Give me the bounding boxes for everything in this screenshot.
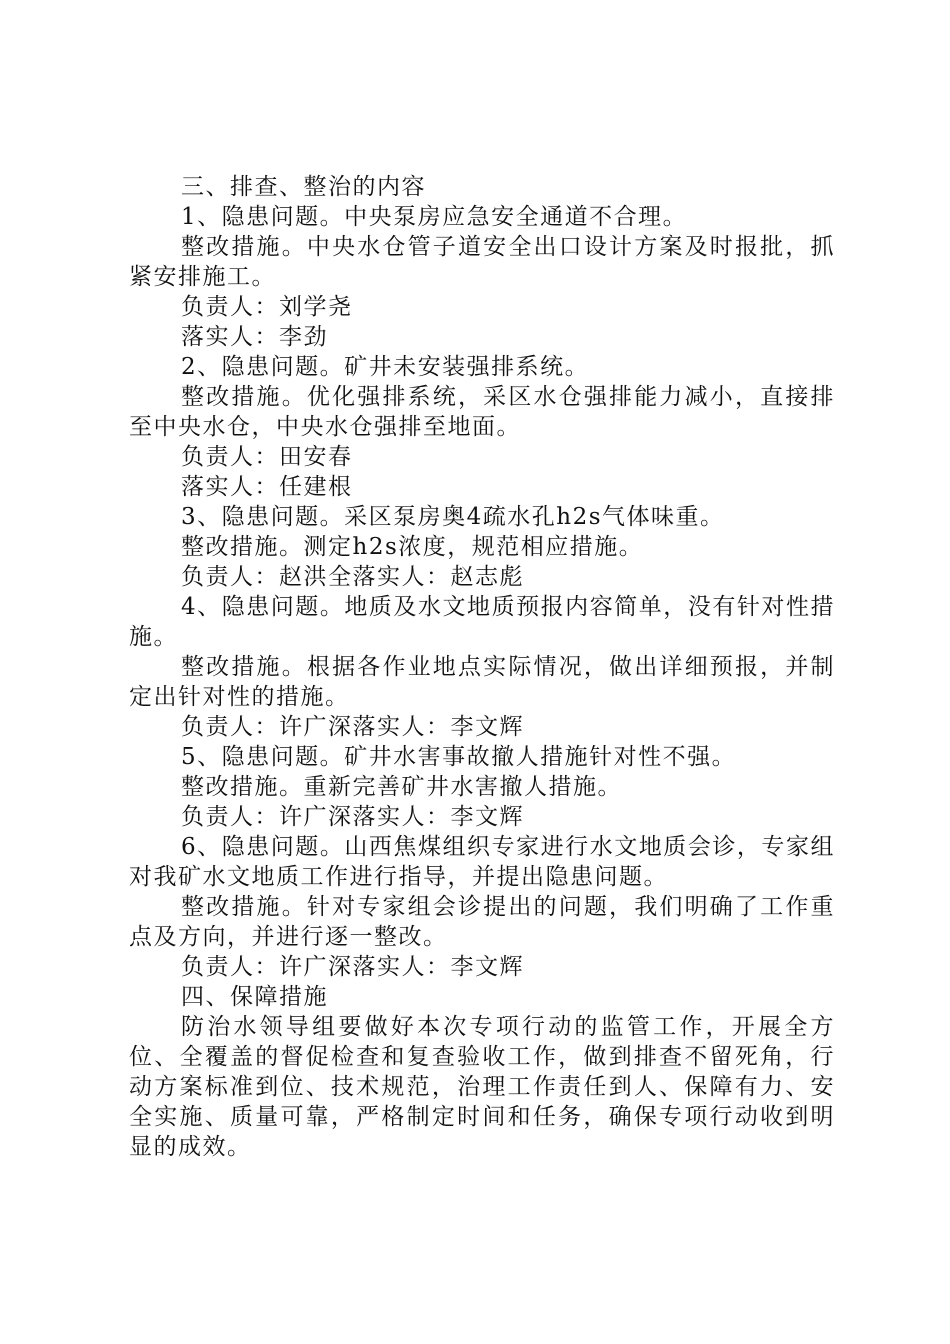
document-body bbox=[129, 172, 835, 1162]
measure-4: 整改措施。根据各作业地点实际情况，做出详细预报，并制定出针对性的措施。 bbox=[129, 654, 835, 710]
issue-1: 1、隐患问题。中央泵房应急安全通道不合理。 bbox=[181, 204, 688, 230]
responsible-4: 负责人：许广深落实人：李文辉 bbox=[181, 714, 524, 740]
measure-6: 整改措施。针对专家组会诊提出的问题，我们明确了工作重点及方向，并进行逐一整改。 bbox=[129, 894, 835, 950]
measure-2: 整改措施。优化强排系统，采区水仓强排能力减小，直接排至中央水仓，中央水仓强排至地面。 bbox=[129, 384, 835, 440]
issue-2: 2、隐患问题。矿井未安装强排系统。 bbox=[181, 354, 590, 380]
measure-1: 整改措施。中央水仓管子道安全出口设计方案及时报批，抓紧安排施工。 bbox=[129, 234, 835, 290]
measure-5: 整改措施。重新完善矿井水害撤人措施。 bbox=[181, 774, 622, 800]
section-heading-3: 三、排查、整治的内容 bbox=[181, 174, 426, 200]
issue-5: 5、隐患问题。矿井水害事故撤人措施针对性不强。 bbox=[181, 744, 737, 770]
responsible-5: 负责人：许广深落实人：李文辉 bbox=[181, 804, 524, 830]
responsible-2: 负责人：田安春 bbox=[181, 444, 353, 470]
implementer-2: 落实人：任建根 bbox=[181, 474, 353, 500]
section-heading-4: 四、保障措施 bbox=[181, 984, 328, 1010]
issue-3: 3、隐患问题。采区泵房奥4疏水孔h2s气体味重。 bbox=[181, 504, 725, 530]
measure-3: 整改措施。测定h2s浓度，规范相应措施。 bbox=[181, 534, 644, 560]
responsible-3: 负责人：赵洪全落实人：赵志彪 bbox=[181, 564, 524, 590]
safeguard-paragraph: 防治水领导组要做好本次专项行动的监管工作，开展全方位、全覆盖的督促检查和复查验收工作，做到排查不留死角，行动方案标准到位、技术规范，治理工作责任到人、保障有力、安全实施、质量可靠，严格制定时间和任务，确保专项行动收到明显的成效。 bbox=[129, 1014, 835, 1160]
implementer-1: 落实人：李劲 bbox=[181, 324, 328, 350]
issue-6: 6、隐患问题。山西焦煤组织专家进行水文地质会诊，专家组对我矿水文地质工作进行指导，并提出隐患问题。 bbox=[129, 834, 835, 890]
issue-4: 4、隐患问题。地质及水文地质预报内容简单，没有针对性措施。 bbox=[129, 594, 835, 650]
responsible-1: 负责人：刘学尧 bbox=[181, 294, 353, 320]
responsible-6: 负责人：许广深落实人：李文辉 bbox=[181, 954, 524, 980]
